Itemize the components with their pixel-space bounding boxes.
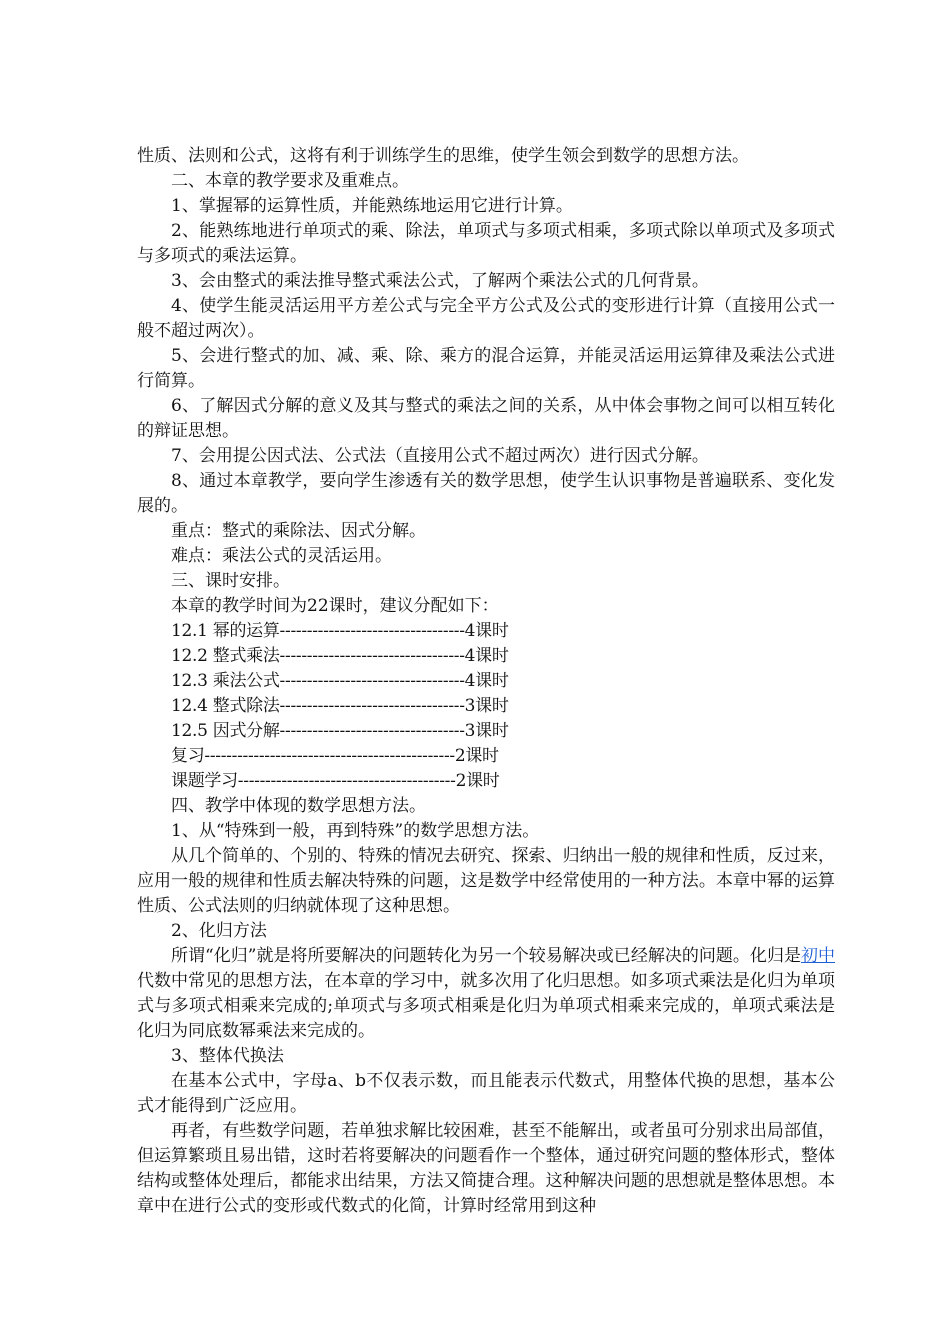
schedule-row: 12.3 乘法公式----------------------------------4课时 [171,671,509,691]
paragraph: 8、通过本章教学，要向学生渗透有关的数学思想，使学生认识事物是普遍联系、变化发展的。 [137,471,835,516]
paragraph: 7、会用提公因式法、公式法（直接用公式不超过两次）进行因式分解。 [171,446,709,466]
paragraph: 重点：整式的乘除法、因式分解。 [171,521,426,541]
body-text: 所谓“化归”就是将所要解决的问题转化为另一个较易解决或已经解决的问题。化归是 [171,946,801,966]
schedule-row: 复习----------------------------------------------2课时 [171,746,499,766]
paragraph: 1、掌握幂的运算性质，并能熟练地运用它进行计算。 [171,196,573,216]
paragraph: 3、会由整式的乘法推导整式乘法公式，了解两个乘法公式的几何背景。 [171,271,709,291]
method-body: 从几个简单的、个别的、特殊的情况去研究、探索、归纳出一般的规律和性质，反过来，应用一般的规律和性质去解决特殊的问题，这是数学中经常使用的一种方法。本章中幂的运算性质、公式法则的归纳就体现了这种思想。 [137,846,835,916]
schedule-row: 12.2 整式乘法----------------------------------4课时 [171,646,509,666]
paragraph: 性质、法则和公式，这将有利于训练学生的思维，使学生领会到数学的思想方法。 [137,146,749,166]
paragraph: 4、使学生能灵活运用平方差公式与完全平方公式及公式的变形进行计算（直接用公式一般不超过两次）。 [137,296,835,341]
paragraph: 5、会进行整式的加、减、乘、除、乘方的混合运算，并能灵活运用运算律及乘法公式进行简算。 [137,346,835,391]
lesson-schedule [137,619,835,794]
body-text: 代数中常见的思想方法，在本章的学习中，就多次用了化归思想。如多项式乘法是化归为单项式与多项式相乘来完成的;单项式与多项式相乘是化归为单项式相乘来完成的，单项式乘法是化归为同底数幂乘法来完成的。 [137,971,835,1041]
paragraph: 本章的教学时间为22课时，建议分配如下： [171,596,499,616]
document-page [137,144,835,1219]
schedule-row: 课题学习----------------------------------------2课时 [171,771,500,791]
paragraph: 6、了解因式分解的意义及其与整式的乘法之间的关系，从中体会事物之间可以相互转化的辩证思想。 [137,396,835,441]
method-title: 1、从“特殊到一般，再到特殊”的数学思想方法。 [171,821,540,841]
section-heading: 四、教学中体现的数学思想方法。 [171,796,426,816]
schedule-row: 12.4 整式除法----------------------------------3课时 [171,696,509,716]
schedule-row: 12.5 因式分解----------------------------------3课时 [171,721,509,741]
junior-high-link[interactable]: 初中 [800,946,835,966]
paragraph: 三、课时安排。 [171,571,290,591]
method-title: 2、化归方法 [171,921,267,941]
method-body: 再者，有些数学问题，若单独求解比较困难，甚至不能解出，或者虽可分别求出局部值，但运算繁琐且易出错，这时若将要解决的问题看作一个整体，通过研究问题的整体形式，整体结构或整体处理后，都能求出结果，方法又简捷合理。这种解决问题的思想就是整体思想。本章中在进行公式的变形或代数式的化简，计算时经常用到这种 [137,1121,835,1216]
paragraph: 2、能熟练地进行单项式的乘、除法，单项式与多项式相乘，多项式除以单项式及多项式与多项式的乘法运算。 [137,221,835,266]
paragraph: 二、本章的教学要求及重难点。 [171,171,409,191]
method-title: 3、整体代换法 [171,1046,284,1066]
requirements-section [137,144,835,619]
method-body: 在基本公式中，字母a、b不仅表示数，而且能表示代数式，用整体代换的思想，基本公式才能得到广泛应用。 [137,1071,835,1116]
paragraph: 难点：乘法公式的灵活运用。 [171,546,392,566]
method-body [137,944,835,1044]
schedule-row: 12.1 幂的运算----------------------------------4课时 [171,621,509,641]
